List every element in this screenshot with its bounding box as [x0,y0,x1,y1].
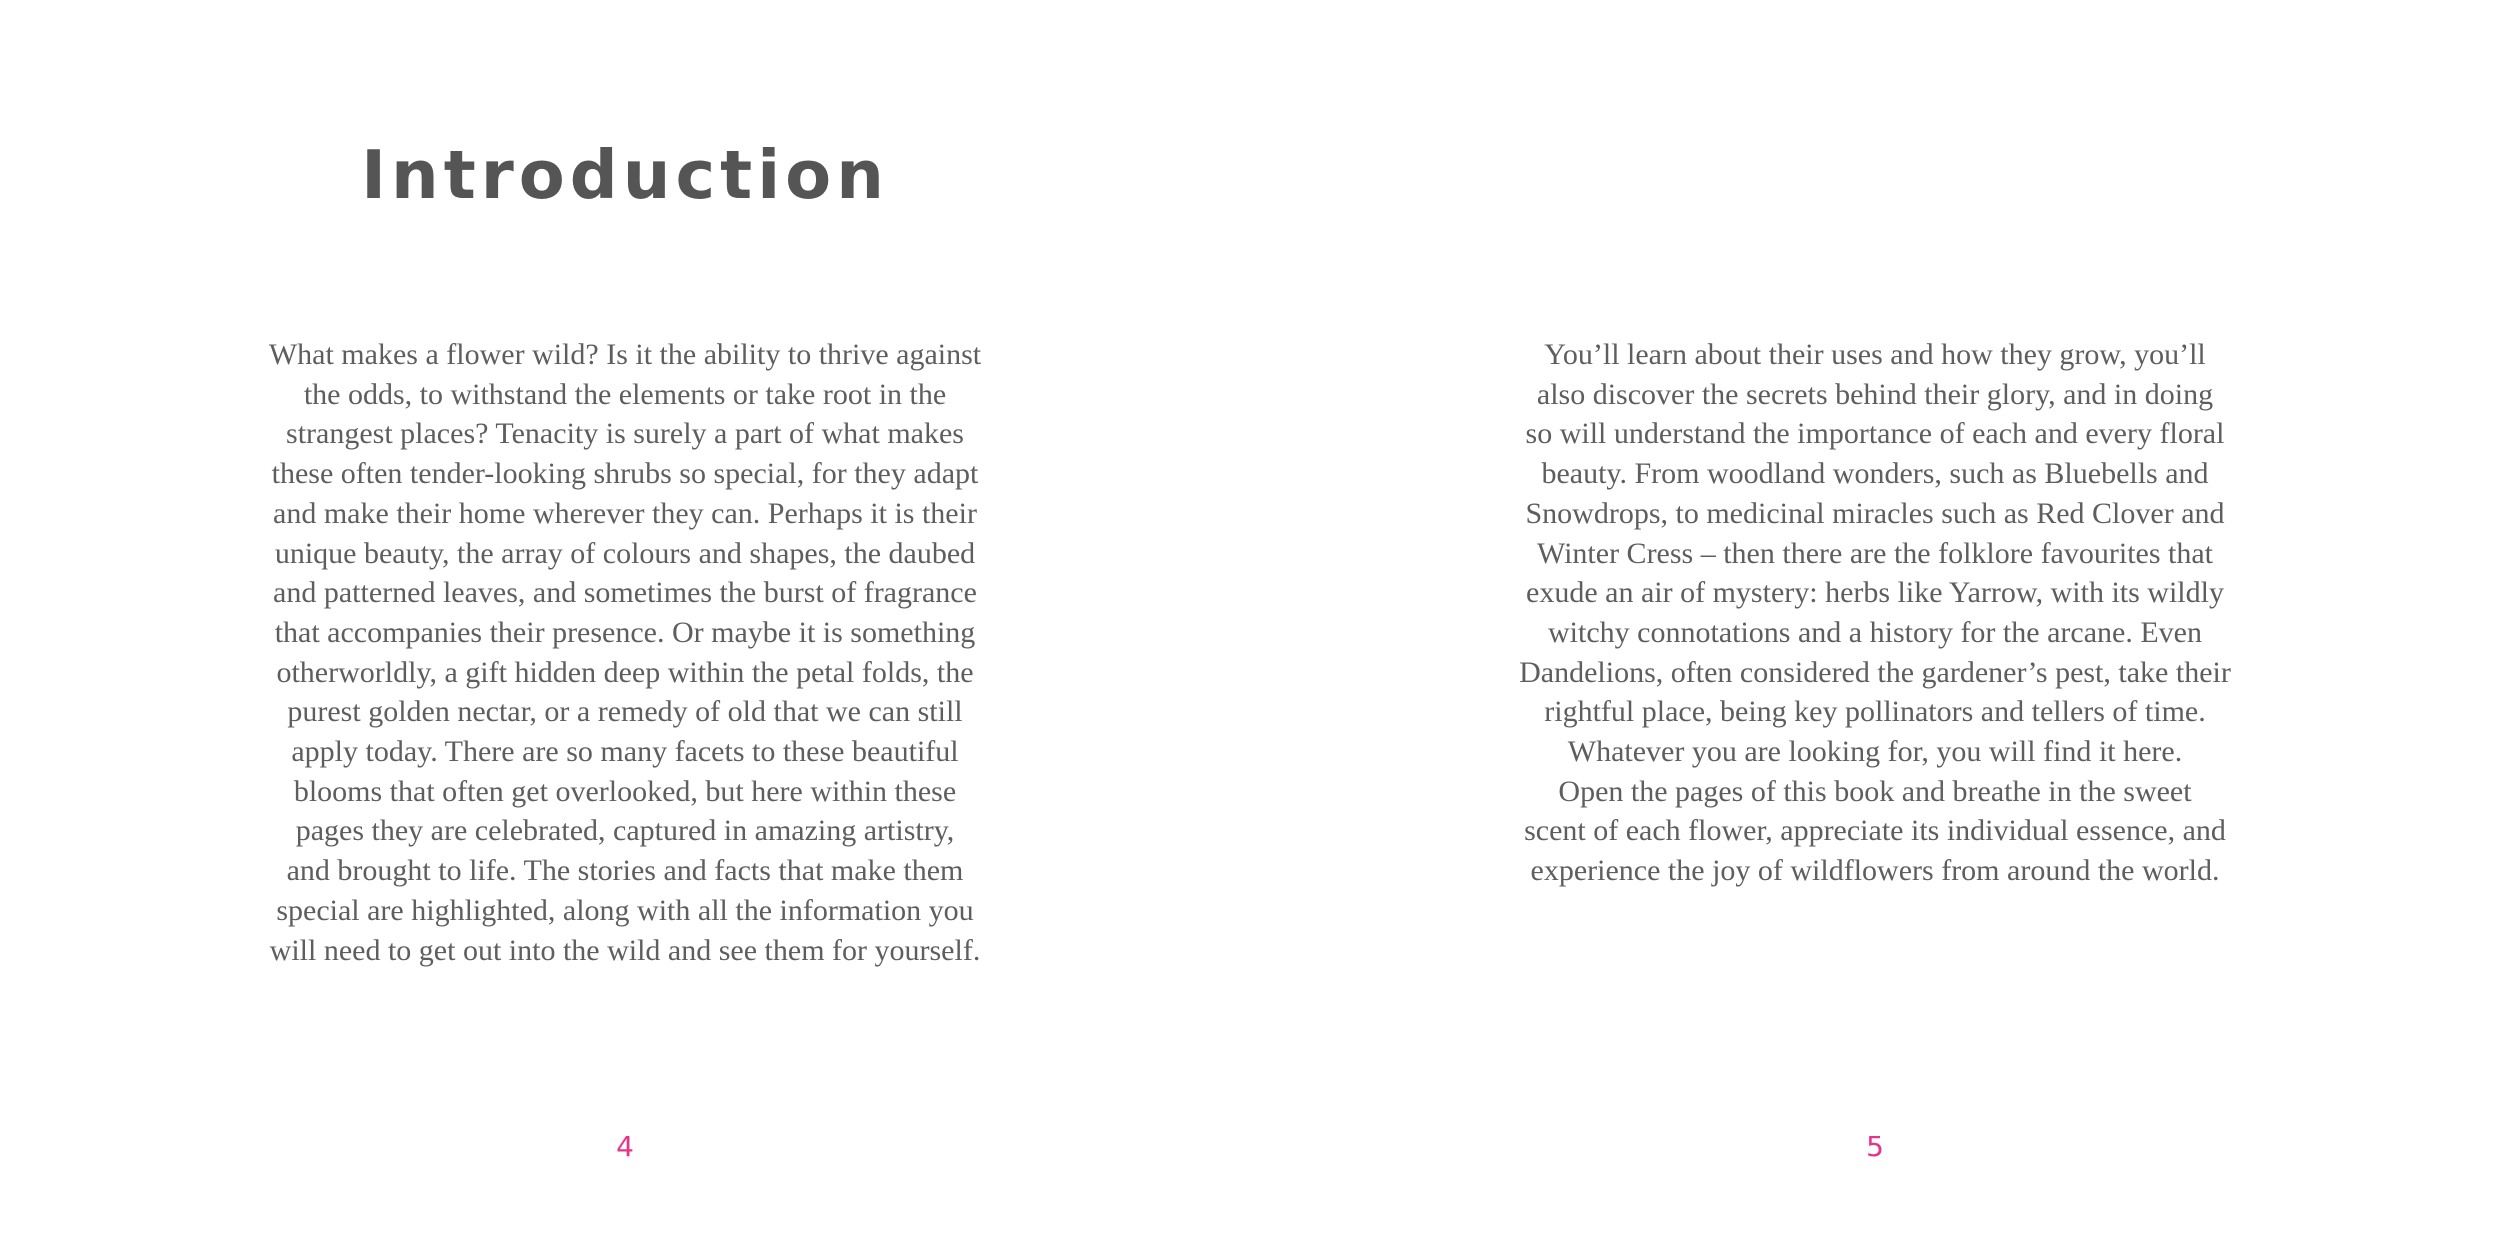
text-line: apply today. There are so many facets to these beautiful [291,735,959,769]
text-line: the odds, to withstand the elements or take root in the [303,377,947,411]
text-line: otherworldly, a gift hidden deep within the petal folds, the [276,655,974,689]
page-number-left: 4 [616,1130,634,1163]
page-number-right: 5 [1866,1130,1884,1163]
text-line: exude an air of mystery: herbs like Yarrow, with its wildly [1526,576,2224,610]
text-line: purest golden nectar, or a remedy of old that we can still [287,695,963,729]
text-line: What makes a flower wild? Is it the ability to thrive against [268,338,982,371]
text-line: unique beauty, the array of colours and shapes, the daubed [274,536,976,570]
text-line: Dandelions, often considered the gardener’s pest, take their [1519,655,2231,689]
text-line: beauty. From woodland wonders, such as Bluebells and [1541,457,2209,491]
page-title: Introduction [361,136,889,214]
text-line: that accompanies their presence. Or maybe it is something [274,615,976,649]
text-line: and brought to life. The stories and facts that make them [286,854,964,888]
text-line: so will understand the importance of each and every floral [1525,417,2225,451]
text-line: will need to get out into the wild and see them for yourself. [269,933,981,967]
text-line: these often tender-looking shrubs so special, for they adapt [271,457,979,491]
right-body-text [1445,335,2305,891]
text-line: Winter Cress – then there are the folklore favourites that [1536,536,2214,570]
text-line: Open the pages of this book and breathe in the sweet [1558,774,2192,808]
text-line: strangest places? Tenacity is surely a part of what makes [286,417,964,451]
text-line: blooms that often get overlooked, but here within these [293,774,957,808]
text-line: also discover the secrets behind their glory, and in doing [1536,377,2214,411]
text-line: Whatever you are looking for, you will find it here. [1567,735,2183,769]
right-page [1250,0,2500,1250]
text-line: and make their home wherever they can. Perhaps it is their [273,496,977,530]
text-line: Snowdrops, to medicinal miracles such as Red Clover and [1525,496,2225,530]
text-line: You’ll learn about their uses and how they grow, you’ll [1544,338,2206,371]
text-line: scent of each flower, appreciate its individual essence, and [1524,814,2226,848]
text-line: witchy connotations and a history for the arcane. Even [1548,615,2202,649]
left-body-text [195,335,1055,970]
text-line: pages they are celebrated, captured in amazing artistry, [295,814,955,848]
text-line: and patterned leaves, and sometimes the burst of fragrance [273,576,977,610]
text-line: special are highlighted, along with all the information you [276,893,974,927]
text-line: experience the joy of wildflowers from around the world. [1530,854,2220,888]
text-line: rightful place, being key pollinators and tellers of time. [1544,695,2206,729]
